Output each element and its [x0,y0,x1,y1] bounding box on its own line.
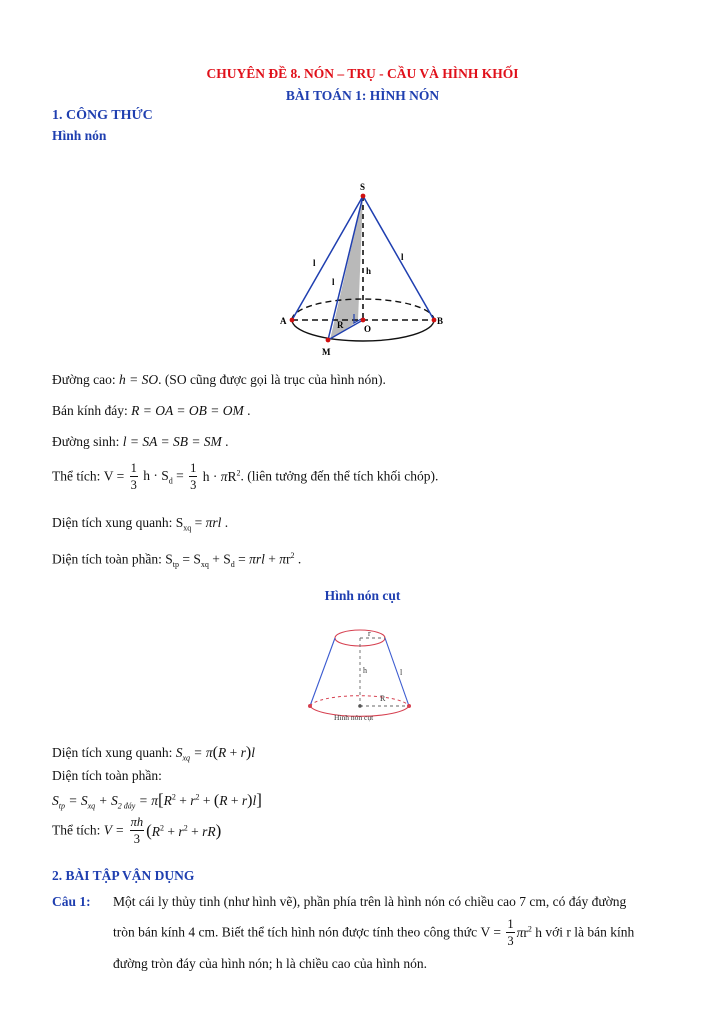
frustum-lateral-area: Diện tích xung quanh: $S_{xq} = \pi(R + r)l$ [52,744,255,763]
problem-title: BÀI TOÁN 1: HÌNH NÓN [285,88,440,103]
frustum-label-R: R [380,694,386,703]
label-A: A [280,316,287,326]
formula-lateral-area: Diện tích xung quanh: $S_{xq} = \pi rl$ . [52,515,229,533]
question-line-1: Một cái ly thủy tinh (như hình vẽ), phần phía trên là hình nón có chiều cao 7 cm, có đáy đường [113,894,627,909]
frustum-heading: Hình nón cụt [324,588,401,603]
point-M [326,338,331,343]
point-O [361,318,366,323]
point-S [361,194,366,199]
frustum-total-label: Diện tích toàn phần: [52,768,162,783]
question-line-3: đường tròn đáy của hình nón; h là chiều cao của hình nón. [113,956,428,971]
question-label: Câu 1: [52,894,91,909]
frustum-diagram [300,618,425,736]
frustum-right-edge [385,638,409,706]
formula-radius: Bán kính đáy: R = OA = OB = OM . [52,403,251,418]
frustum-point-right [407,704,411,708]
cone-diagram [270,178,460,363]
label-O: O [364,324,372,334]
question-line-2: tròn bán kính 4 cm. Biết thể tích hình nón được tính theo công thức V = $\frac{1}{3}$ $\pi r^2$ h với r là bán kính [113,917,635,948]
label-l-inner: l [332,277,335,287]
label-M: M [322,347,331,357]
point-A [290,318,295,323]
cone-subheading: Hình nón [52,128,107,143]
frustum-point-left [308,704,312,708]
label-l-right: l [401,252,404,262]
section1-heading: 1. CÔNG THỨC [52,108,153,123]
frustum-left-edge [310,638,335,706]
formula-generatrix: Đường sinh: l = SA = SB = SM . [52,434,229,449]
label-R: R [337,320,344,330]
formula-height: Đường cao: h = SO. (SO cũng được gọi là trục của hình nón). [52,372,386,387]
label-l-left: l [313,258,316,268]
section2-heading: 2. BÀI TẬP VẬN DỤNG [52,868,195,883]
point-B [432,318,437,323]
frustum-label-l: l [400,668,403,677]
chapter-title: CHUYÊN ĐỀ 8. NÓN – TRỤ - CẦU VÀ HÌNH KHỐI [206,66,519,81]
frustum-caption: Hình nón cụt [334,713,374,722]
frustum-label-r: r [368,629,371,638]
label-B: B [437,316,444,326]
frustum-label-h: h [363,666,367,675]
label-S: S [360,182,366,192]
formula-volume: Thể tích: V = $\frac{1}{3}$ $h \cdot S_d$ = $\frac{1}{3}$ $h \cdot \pi R^2$. (liên tưởng đến thể tích khối chóp). [52,461,439,492]
frustum-total-area: $S_{tp} = S_{xq} + S_{2 đáy} = \pi[R^2 + r^2 + (R + r)l]$ [52,790,262,811]
frustum-point-center [358,704,362,708]
formula-total-area: Diện tích toàn phần: $S_{tp} = S_{xq} + S_d = \pi rl + \pi r^2$ . [52,551,302,570]
base-front-arc [292,320,434,341]
label-h: h [366,266,372,276]
frustum-volume: Thể tích: V = $\frac{\pi h}{3}$ $(R^2 + r^2 + rR)$ [52,815,222,846]
